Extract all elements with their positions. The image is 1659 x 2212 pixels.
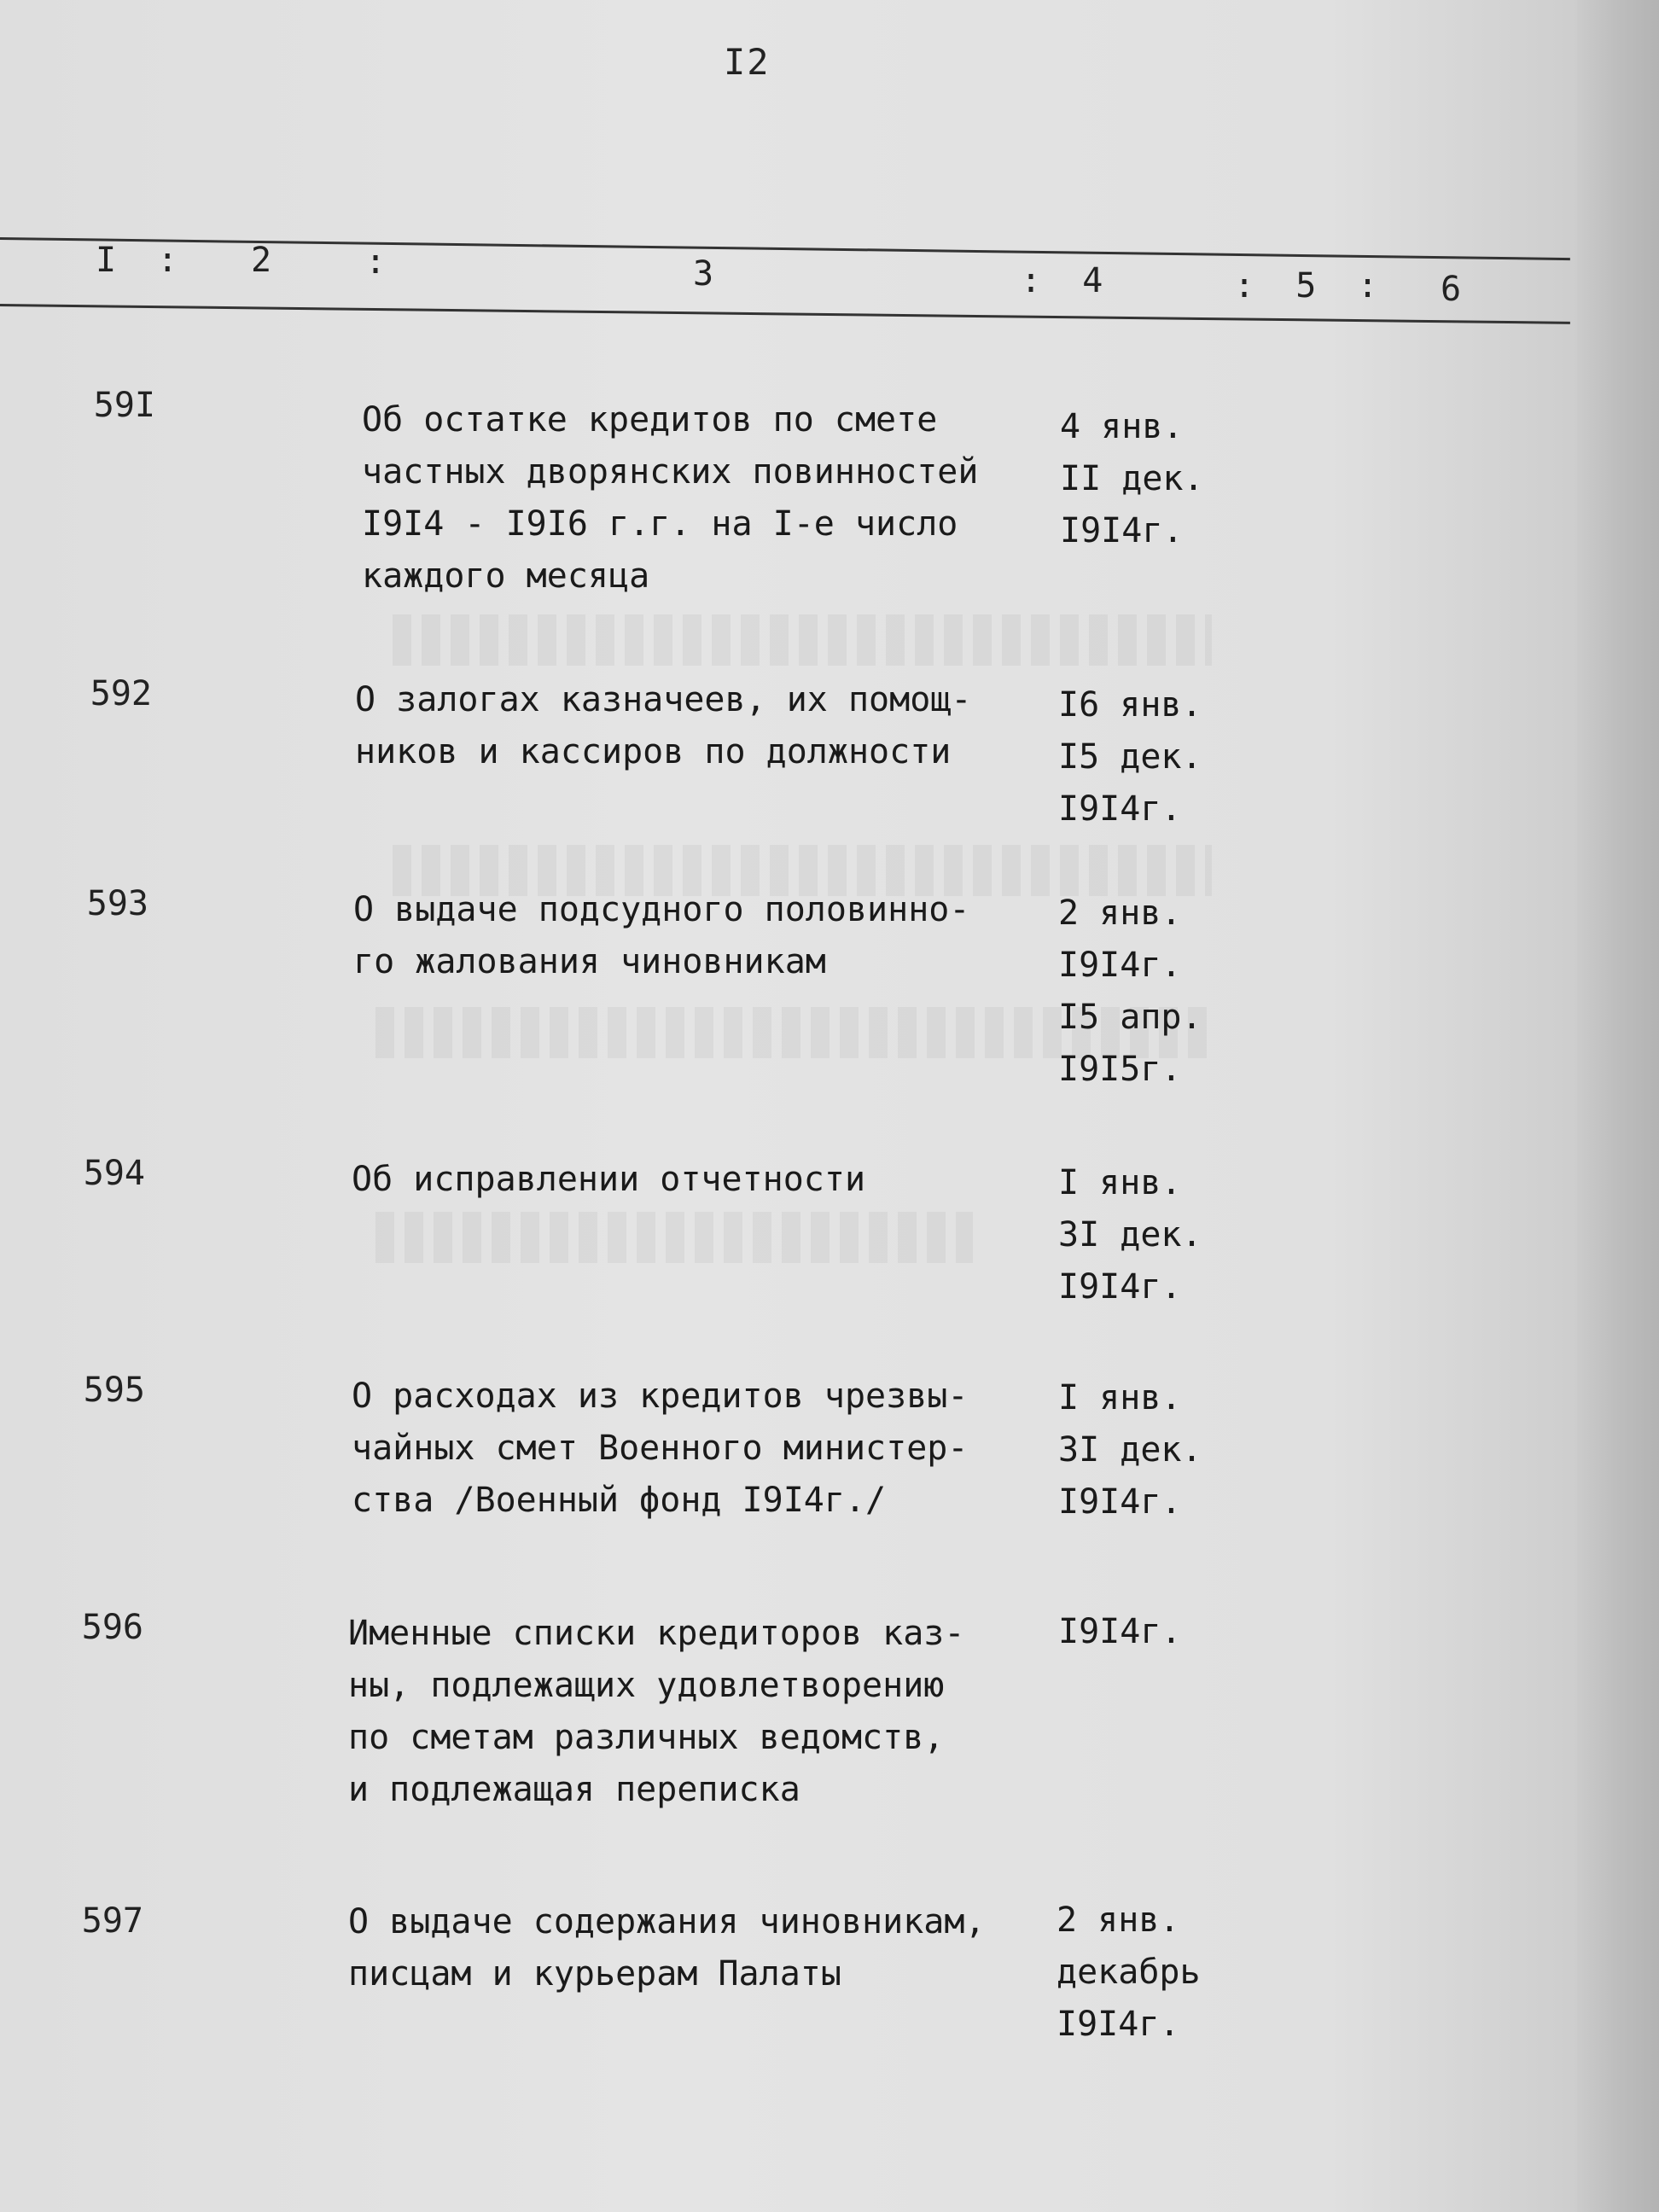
entry-title: О выдаче подсудного половинно- го жалования чиновникам [353, 890, 970, 981]
entry-dates: 2 янв. I9I4г. I5 апр. I9I5г. [1058, 894, 1202, 1089]
column-header-2-separator: : [365, 242, 387, 282]
page-edge-shadow [1577, 0, 1659, 2212]
column-header-1: I : [96, 241, 178, 280]
column-header-4: : 4 [1021, 261, 1103, 300]
entry-title: Об исправлении отчетности [352, 1160, 866, 1199]
table-header-bottom-rule [0, 304, 1570, 324]
table-header-top-rule [0, 237, 1570, 260]
entry-number: 597 [81, 1901, 143, 1941]
bleed-through-texture [375, 1212, 973, 1263]
column-header-6: 6 [1441, 270, 1462, 309]
column-header-5: : 5 : [1234, 266, 1378, 306]
entry-dates: I янв. 3I дек. I9I4г. [1058, 1163, 1202, 1307]
column-header-2: 2 [251, 241, 272, 280]
bleed-through-texture [393, 614, 1212, 666]
entry-dates: I6 янв. I5 дек. I9I4г. [1058, 685, 1202, 829]
entry-number: 594 [83, 1154, 145, 1193]
entry-title: Об остатке кредитов по смете частных дворянских повинностей I9I4 - I9I6 г.г. на I-е число каждого месяца [362, 400, 979, 596]
entry-number: 595 [83, 1371, 145, 1410]
entry-number: 592 [90, 674, 152, 713]
entry-title: О залогах казначеев, их помощ- ников и кассиров по должности [355, 680, 972, 771]
entry-dates: 2 янв. декабрь I9I4г. [1057, 1901, 1201, 2044]
entry-title: О выдаче содержания чиновникам, писцам и курьерам Палаты [348, 1902, 986, 1994]
entry-title: Именные списки кредиторов каз- ны, подлежащих удовлетворению по сметам различных ведомств, и подлежащая переписка [348, 1614, 965, 1809]
entry-number: 596 [81, 1608, 143, 1647]
entry-dates: 4 янв. II дек. I9I4г. [1060, 407, 1204, 550]
entry-dates: I янв. 3I дек. I9I4г. [1058, 1378, 1202, 1522]
entry-number: 59I [93, 386, 155, 425]
entry-number: 593 [86, 884, 148, 923]
entry-title: О расходах из кредитов чрезвы- чайных смет Военного министер- ства /Военный фонд I9I4г./ [352, 1377, 969, 1520]
page-number: I2 [724, 41, 771, 83]
column-header-3: 3 [693, 254, 714, 294]
entry-dates: I9I4г. [1058, 1612, 1182, 1651]
